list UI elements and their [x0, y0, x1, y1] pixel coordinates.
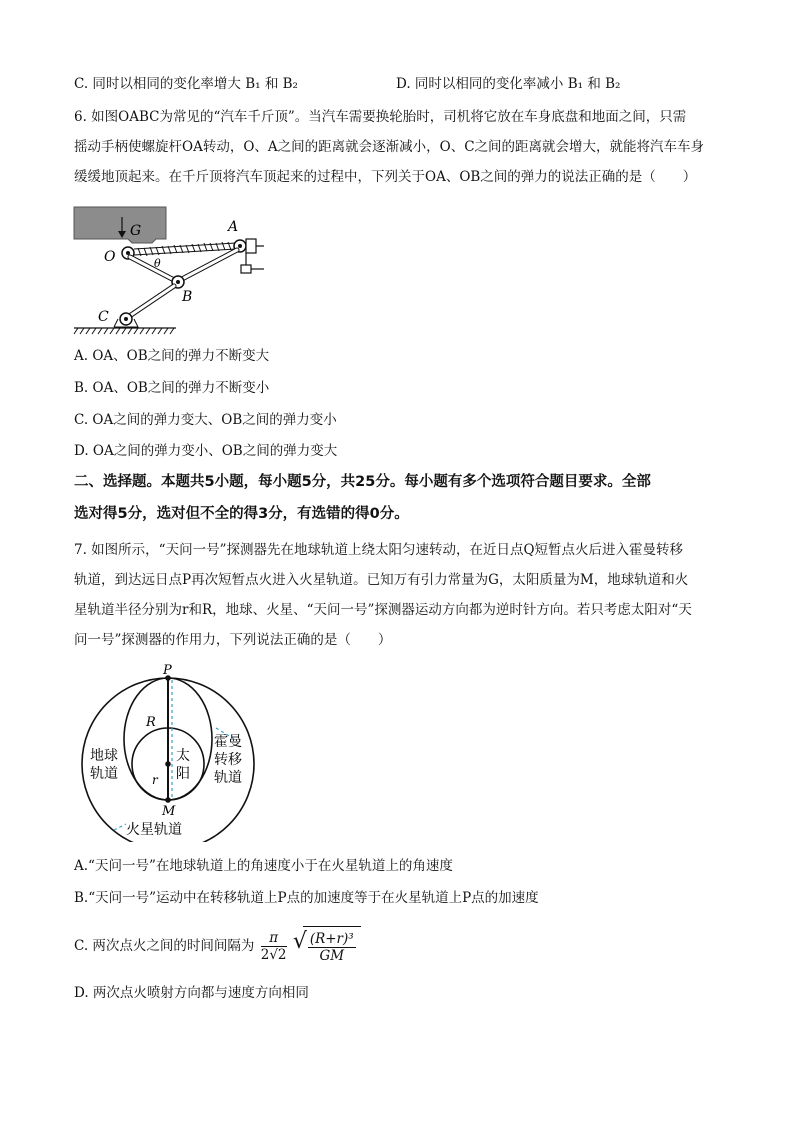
- pi-over-2root2: $\frac{\pi}{2√2}$: [260, 930, 287, 963]
- transfer-label-2: 转移: [214, 752, 242, 768]
- q6-option-a: A. OA、OB之间的弹力不断变大: [74, 348, 270, 364]
- earth-orbit-label-2: 轨道: [90, 766, 118, 782]
- label-A: A: [228, 219, 239, 235]
- q6-line-3: 缓缓地顶起来。在千斤顶将汽车顶起来的过程中，下列关于OA、OB之间的弹力的说法正确的是（ ）: [74, 169, 697, 185]
- sun-label-2: 阳: [176, 766, 190, 782]
- car-jack-figure: [72, 203, 282, 338]
- label-r: r: [152, 773, 158, 787]
- transfer-label-1: 霍曼: [214, 734, 242, 750]
- question-7-stem: [74, 535, 724, 655]
- radical-sign-icon: √: [292, 929, 307, 954]
- label-C: C: [98, 309, 109, 325]
- earth-orbit-label-1: 地球: [90, 748, 118, 764]
- q6-option-b: B. OA、OB之间的弹力不断变小: [74, 380, 270, 396]
- transfer-label-3: 轨道: [214, 770, 242, 786]
- label-B: B: [182, 289, 193, 305]
- q7-line-1: 7. 如图所示，“天问一号”探测器先在地球轨道上绕太阳匀速转动，在近日点Q短暂点火后进入霍曼转移: [74, 542, 684, 558]
- sqrt-expression: √ $\frac{\text{(R+r)³}}{GM}$: [293, 926, 361, 967]
- q7-option-b: B.“天问一号”运动中在转移轨道上P点的加速度等于在火星轨道上P点的加速度: [74, 890, 539, 906]
- q6-line-2: 摇动手柄使螺旋杆OA转动，O、A之间的距离就会逐渐减小，O、C之间的距离就会增大，就能将汽车车身: [74, 139, 705, 155]
- q6-option-d: D. OA之间的弹力变小、OB之间的弹力变大: [74, 443, 338, 459]
- orbit-figure: [80, 662, 280, 842]
- question-6-stem: [74, 102, 724, 192]
- q6-line-1: 6. 如图OABC为常见的“汽车千斤顶”。当汽车需要换轮胎时，司机将它放在车身底盘和地面之间，只需: [74, 109, 687, 125]
- q7-option-d: D. 两次点火喷射方向都与速度方向相同: [74, 985, 309, 1001]
- section-2-heading: [74, 466, 724, 530]
- label-R: R: [146, 715, 156, 730]
- section-2-line-2: 选对得5分，选对但不全的得3分，有选错的得0分。: [74, 506, 409, 522]
- label-M: M: [162, 804, 176, 819]
- q7-line-2: 轨道，到达远日点P再次短暂点火进入火星轨道。已知万有引力常量为G，太阳质量为M，地球轨道和火: [74, 572, 689, 588]
- label-theta: θ: [154, 257, 161, 270]
- previous-question-options: [74, 72, 734, 92]
- sun-label-1: 太: [176, 748, 190, 764]
- option-d-prev: D. 同时以相同的变化率减小 B₁ 和 B₂: [396, 76, 621, 92]
- mars-orbit-label: 火星轨道: [126, 822, 182, 838]
- label-G: G: [130, 223, 142, 239]
- q7-option-a: A.“天问一号”在地球轨道上的角速度小于在火星轨道上的角速度: [74, 858, 453, 874]
- label-O: O: [104, 249, 116, 265]
- q7-line-4: 问一号”探测器的作用力，下列说法正确的是（ ）: [74, 632, 392, 648]
- option-c-prev: C. 同时以相同的变化率增大 B₁ 和 B₂: [74, 76, 298, 92]
- q7-line-3: 星轨道半径分别为r和R，地球、火星、“天问一号”探测器运动方向都为逆时针方向。若只考虑太阳对“天: [74, 602, 692, 618]
- section-2-line-1: 二、选择题。本题共5小题，每小题5分，共25分。每小题有多个选项符合题目要求。全部: [74, 474, 651, 490]
- label-P: P: [163, 663, 172, 678]
- q6-option-c: C. OA之间的弹力变大、OB之间的弹力变小: [74, 412, 337, 428]
- q7-option-c-text: C. 两次点火之间的时间间隔为: [74, 938, 255, 954]
- q7-option-c: [74, 926, 361, 967]
